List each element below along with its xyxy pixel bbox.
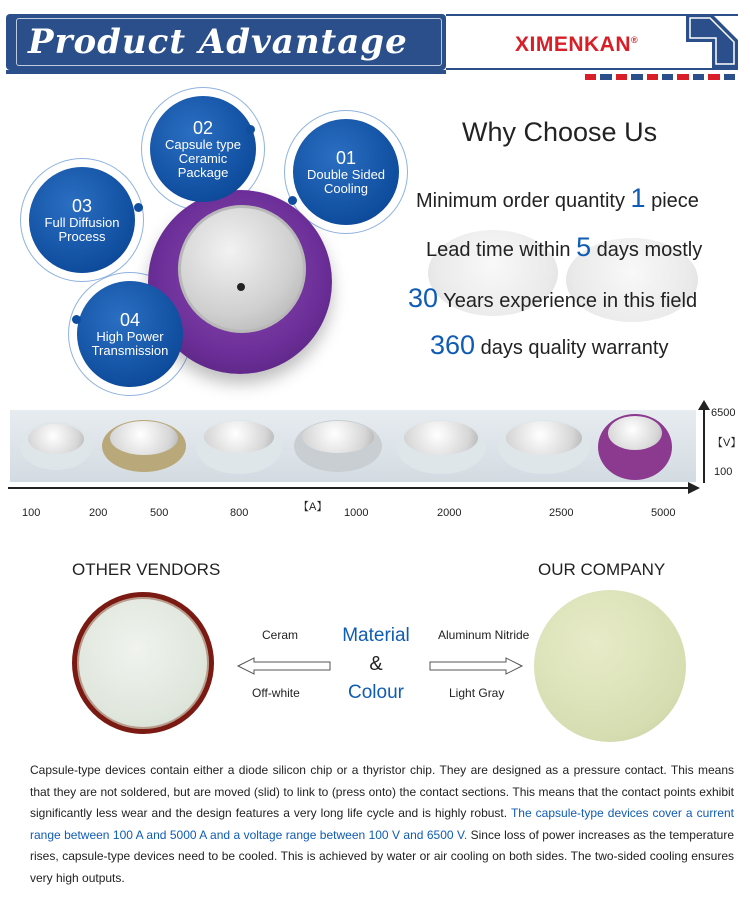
feature-04-dot [72,315,81,324]
left-material-label: Ceram [262,628,299,642]
color-stripes [585,74,735,80]
product-image-gate-hole [237,283,245,291]
description-paragraph [30,760,734,889]
feature-02-number: 02 [192,118,214,138]
range-capsule-5-top [404,421,478,455]
current-axis-arrow-icon [688,482,700,494]
feature-04-label: High Power Transmission [91,329,169,358]
voltage-axis [703,408,705,483]
feature-03-label: Full Diffusion Process [44,215,120,244]
feature-03-number: 03 [71,196,93,216]
left-colour-label: Off-white [252,686,300,700]
feature-01-number: 01 [335,148,357,168]
current-tick: 2500 [549,507,574,519]
why-line-lead-time-value: 5 [576,232,592,262]
left-arrow-icon [236,657,332,675]
why-line-moq [416,183,699,214]
feature-02 [150,96,256,202]
our-company-aln-plate [534,590,686,742]
why-line-moq-value: 1 [630,183,646,213]
feature-01-dot [288,196,297,205]
brand-logo [515,33,638,57]
range-capsule-6-top [506,421,582,455]
colour-heading: Colour [348,682,404,703]
feature-04-number: 04 [119,310,141,330]
voltage-bottom-label: 100 [714,466,733,478]
right-material-label: Aluminum Nitride [438,628,530,642]
why-line-moq-pre: Minimum order quantity [416,190,631,212]
feature-01 [293,119,399,225]
registered-mark: ® [631,35,639,45]
current-tick: 500 [150,507,169,519]
why-line-moq-post: piece [645,190,699,212]
why-line-experience-value: 30 [408,283,439,313]
why-line-experience-post: Years experience in this field [438,290,698,312]
page-title: Product Advantage [28,22,408,62]
why-line-warranty [430,330,668,361]
brand-name: XIMENKAN [515,33,632,56]
range-capsule-1-top [28,424,84,454]
voltage-top-label: 6500 [711,407,736,419]
current-tick: 2000 [437,507,462,519]
feature-04 [77,281,183,387]
corner-flag-icon [682,10,742,72]
why-line-lead-time-pre: Lead time within [426,239,577,261]
range-capsule-2-top [110,421,178,455]
feature-03 [29,167,135,273]
range-capsule-3-top [204,421,274,453]
material-heading: Material [342,625,410,646]
why-line-experience [408,283,697,314]
our-company-title: OUR COMPANY [538,560,666,579]
feature-03-dot [134,203,143,212]
why-choose-us-title: Why Choose Us [462,117,658,147]
description-part-1: Capsule-type devices contain either a diode silicon chip or a thyristor chip. They are designed as a pressure contact. This means that they are not soldered, but are moved (slid) to link to (press onto) the contact sections. This means that the contact points exhibit significantly less wear and the design features a very long life cycle and is highly robust. [30,763,734,820]
current-tick: 100 [22,507,41,519]
right-arrow-icon [428,657,524,675]
current-tick: 800 [230,507,249,519]
description-highlight: The capsule-type devices cover a current range between 100 A and 5000 A and a voltage range between 100 V and 6500 V. [30,806,734,842]
why-line-lead-time-post: days mostly [591,239,703,261]
voltage-axis-arrow-icon [698,400,710,410]
range-capsule-4-top [302,421,374,453]
feature-01-label: Double Sided Cooling [306,167,386,196]
feature-02-dot [246,125,255,134]
ampersand: & [369,653,383,675]
banner-underline [6,70,446,74]
right-colour-label: Light Gray [449,686,505,700]
voltage-unit-label: 【V】 [712,437,742,449]
header-banner [0,0,750,95]
other-vendors-title: OTHER VENDORS [72,560,221,579]
why-line-warranty-value: 360 [430,330,476,360]
range-capsule-7-top [608,416,662,450]
product-image-top-plate [178,205,306,333]
other-vendor-ceramic-plate [72,592,214,734]
current-tick: 200 [89,507,108,519]
why-line-lead-time [426,232,702,263]
current-axis [8,487,688,489]
current-unit-label: 【A】 [298,501,328,513]
current-tick: 5000 [651,507,676,519]
current-tick: 1000 [344,507,369,519]
description-part-2: Since loss of power increases as the temperature rises, capsule-type devices need to be cooled. This is achieved by water or air cooling on both sides. The two-sided cooling ensures very high outputs. [30,827,734,885]
why-line-warranty-post: days quality warranty [475,337,669,359]
feature-02-label: Capsule type Ceramic Package [165,137,241,180]
